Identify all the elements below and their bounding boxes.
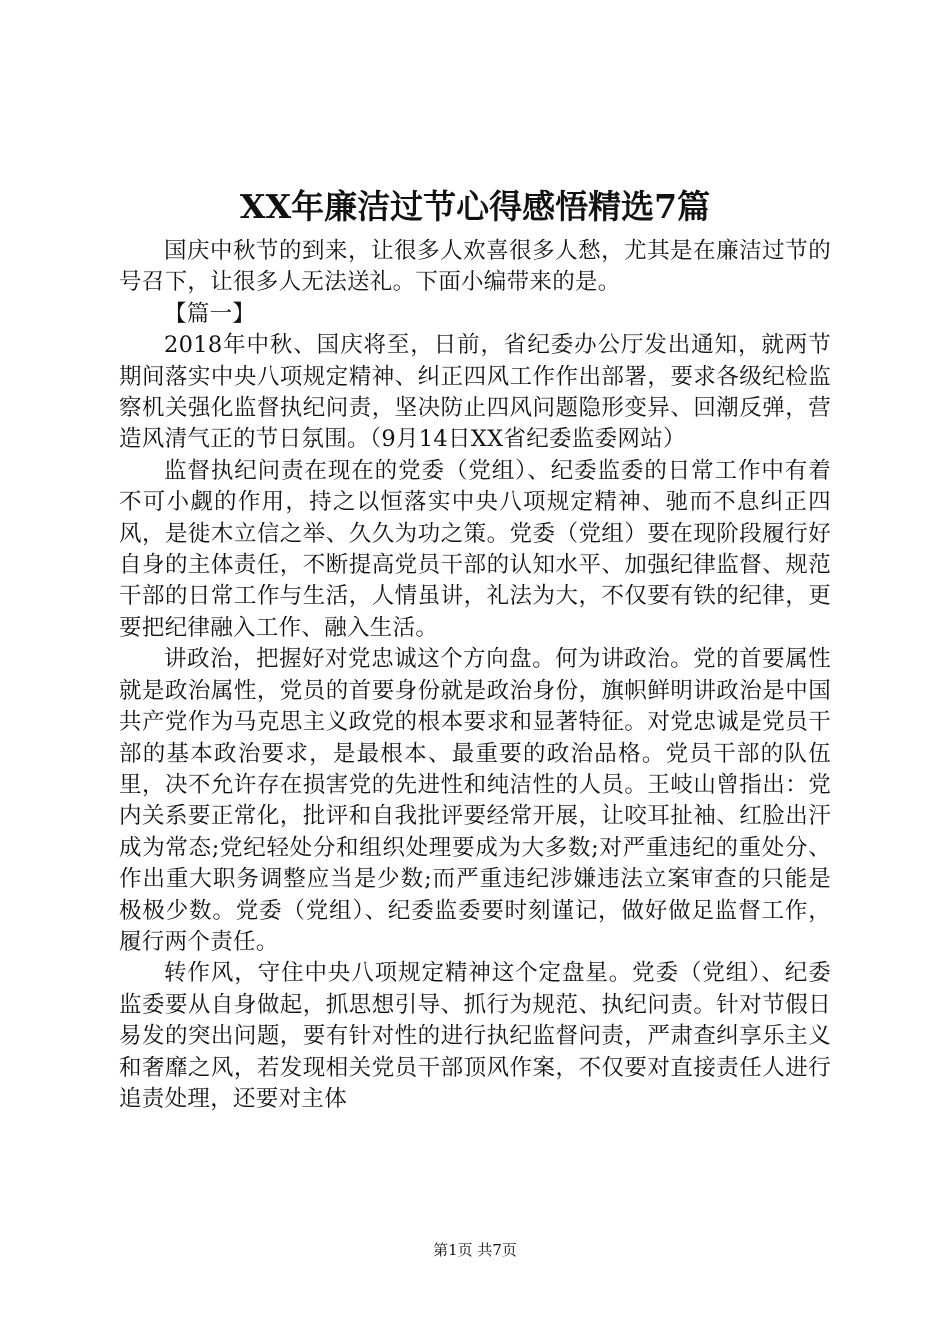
page-number-footer: 第1页 共7页	[433, 1241, 517, 1259]
paragraph: 转作风，守住中央八项规定精神这个定盘星。党委（党组）、纪委监委要从自身做起，抓思想引导、抓行为规范、执纪问责。针对节假日易发的突出问题，要有针对性的进行执纪监督问责，严肃查纠享乐主义和奢靡之风，若发现相关党员干部顶风作案，不仅要对直接责任人进行追责处理，还要对主体	[119, 960, 831, 1112]
paragraph: 监督执纪问责在现在的党委（党组）、纪委监委的日常工作中有着不可小觑的作用，持之以恒落实中央八项规定精神、驰而不息纠正四风，是徙木立信之举、久久为功之策。党委（党组）要在现阶段履行好自身的主体责任，不断提高党员干部的认知水平、加强纪律监督、规范干部的日常工作与生活，人情虽讲，礼法为大，不仅要有铁的纪律，更要把纪律融入工作、融入生活。	[119, 457, 831, 641]
paragraph: 讲政治，把握好对党忠诚这个方向盘。何为讲政治。党的首要属性就是政治属性，党员的首要身份就是政治身份，旗帜鲜明讲政治是中国共产党作为马克思主义政党的根本要求和显著特征。对党忠诚是党员干部的基本政治要求，是最根本、最重要的政治品格。党员干部的队伍里，决不允许存在损害党的先进性和纯洁性的人员。王岐山曾指出：党内关系要正常化，批评和自我批评要经常开展，让咬耳扯袖、红脸出汗成为常态;党纪轻处分和组织处理要成为大多数;对严重违纪的重处分、作出重大职务调整应当是少数;而严重违纪涉嫌违法立案审查的只能是极极少数。党委（党组）、纪委监委要时刻谨记，做好做足监督工作，履行两个责任。	[119, 646, 831, 955]
paragraph: 2018年中秋、国庆将至，日前，省纪委办公厅发出通知，就两节期间落实中央八项规定精神、纠正四风工作作出部署，要求各级纪检监察机关强化监督执纪问责，坚决防止四风问题隐形变异、回潮反弹，营造风清气正的节日氛围。（9月14日XX省纪委监委网站）	[119, 332, 831, 453]
paragraph-intro: 国庆中秋节的到来，让很多人欢喜很多人愁，尤其是在廉洁过节的号召下，让很多人无法送礼。下面小编带来的是。	[119, 238, 831, 296]
section-heading-part-one: 【篇一】	[164, 300, 256, 327]
document-body	[119, 236, 831, 1115]
document-title: XX年廉洁过节心得感悟精选7篇	[239, 187, 711, 226]
